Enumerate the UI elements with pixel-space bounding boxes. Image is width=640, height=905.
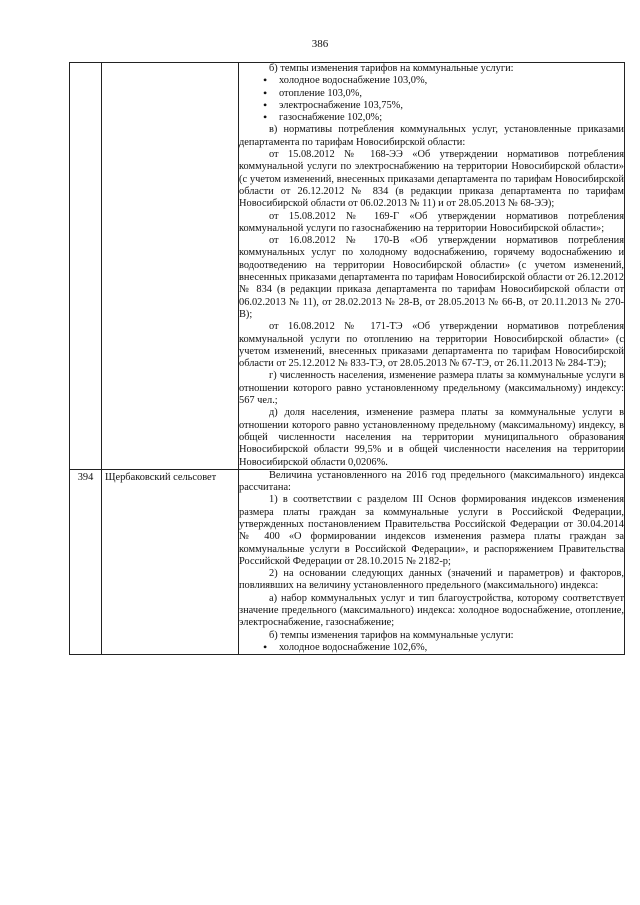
table-row-continued	[70, 63, 625, 470]
list-item: • холодное водоснабжение 102,6%,	[279, 642, 624, 654]
basis-2-paragraph: 2) на основании следующих данных (значений и параметров) и факторов, повлиявших на величину установленного предельного (максимального) индекса:	[239, 568, 624, 592]
index-description-cell	[239, 469, 625, 654]
order-heating-paragraph: от 16.08.2012 № 171-ТЭ «Об утверждении нормативов потребления коммунальной услуги по отоплению на территории Новосибирской области» (с учетом изменений, внесенных приказами департамента по тарифам Новосибирской области от 25.12.2012 № 833-ТЭ, от 28.05.2013 № 67-ТЭ, от 26.11.2013 № 284-ТЭ);	[239, 321, 624, 370]
tariff-list	[239, 642, 624, 654]
page-number: 386	[311, 38, 329, 50]
list-item: • отопление 103,0%,	[279, 88, 624, 100]
list-item: • электроснабжение 103,75%,	[279, 100, 624, 112]
list-item: • газоснабжение 102,0%;	[279, 112, 624, 124]
order-electricity-paragraph: от 15.08.2012 № 168-ЭЭ «Об утверждении нормативов потребления коммунальной услуги по электроснабжению на территории Новосибирской области» (с учетом изменений, внесенных приказами департамента по тарифам Новосибирской области от 26.12.2012 № 834 (в редакции приказа департамента по тарифам Новосибирской области от 06.02.2013 № 11) и от 28.05.2013 № 68-ЭЭ);	[239, 149, 624, 210]
document-table	[69, 62, 625, 655]
order-water-paragraph: от 16.08.2012 № 170-В «Об утверждении нормативов потребления коммунальных услуг по холодному водоснабжению, горячему водоснабжению и водоотведению на территории Новосибирской области» (с учетом изменений, внесенных приказами департамента по тарифам Новосибирской области от 26.12.2012 № 834 (в редакции приказа департамента по тарифам Новосибирской области от 06.02.2013 № 11), от 28.02.2013 № 28-В, от 28.05.2013 № 66-В, от 20.11.2013 № 270-В);	[239, 235, 624, 320]
tariff-list	[239, 75, 624, 124]
population-share-paragraph: д) доля населения, изменение размера платы за коммунальные услуги в отношении которого равно установленному предельному (максимальному) индексу, в общей численности населения на территории муниципального образования Новосибирской области 99,5% и в общей численности населения на территории Новосибирской области 0,0206%.	[239, 407, 624, 468]
service-set-paragraph: а) набор коммунальных услуг и тип благоустройства, которому соответствует значение предельного (максимального) индекса: холодное водоснабжение, отопление, электроснабжение, газоснабжение;	[239, 592, 624, 629]
norms-paragraph: в) нормативы потребления коммунальных услуг, установленные приказами департамента по тарифам Новосибирской области:	[239, 124, 624, 148]
row-number-cell: 394	[70, 469, 102, 654]
index-description-cell	[239, 63, 625, 470]
intro-paragraph: Величина установленного на 2016 год предельного (максимального) индекса рассчитана:	[239, 469, 624, 494]
population-paragraph: г) численность населения, изменение размера платы за коммунальные услуги в отношении которого равно установленному предельному (максимальному) индексу: 567 чел.;	[239, 370, 624, 407]
tariffs-header: б) темпы изменения тарифов на коммунальные услуги:	[269, 629, 514, 641]
municipality-name-cell: Щербаковский сельсовет	[102, 469, 239, 654]
list-item: • холодное водоснабжение 103,0%,	[279, 75, 624, 87]
municipality-name-cell	[102, 63, 239, 470]
row-number-cell	[70, 63, 102, 470]
basis-1-paragraph: 1) в соответствии с разделом III Основ формирования индексов изменения размера платы граждан за коммунальные услуги в Российской Федерации, утвержденных постановлением Правительства Российской Федерации от 30.04.2014 № 400 «О формировании индексов изменения размера платы граждан за коммунальные услуги в Российской Федерации», и распоряжением Правительства Российской Федерации от 28.10.2015 № 2182-р;	[239, 494, 624, 567]
tariffs-header: б) темпы изменения тарифов на коммунальные услуги:	[269, 63, 514, 74]
order-gas-paragraph: от 15.08.2012 № 169-Г «Об утверждении нормативов потребления коммунальной услуги по газоснабжению на территории Новосибирской области»;	[239, 210, 624, 234]
table-row-394	[70, 469, 625, 654]
